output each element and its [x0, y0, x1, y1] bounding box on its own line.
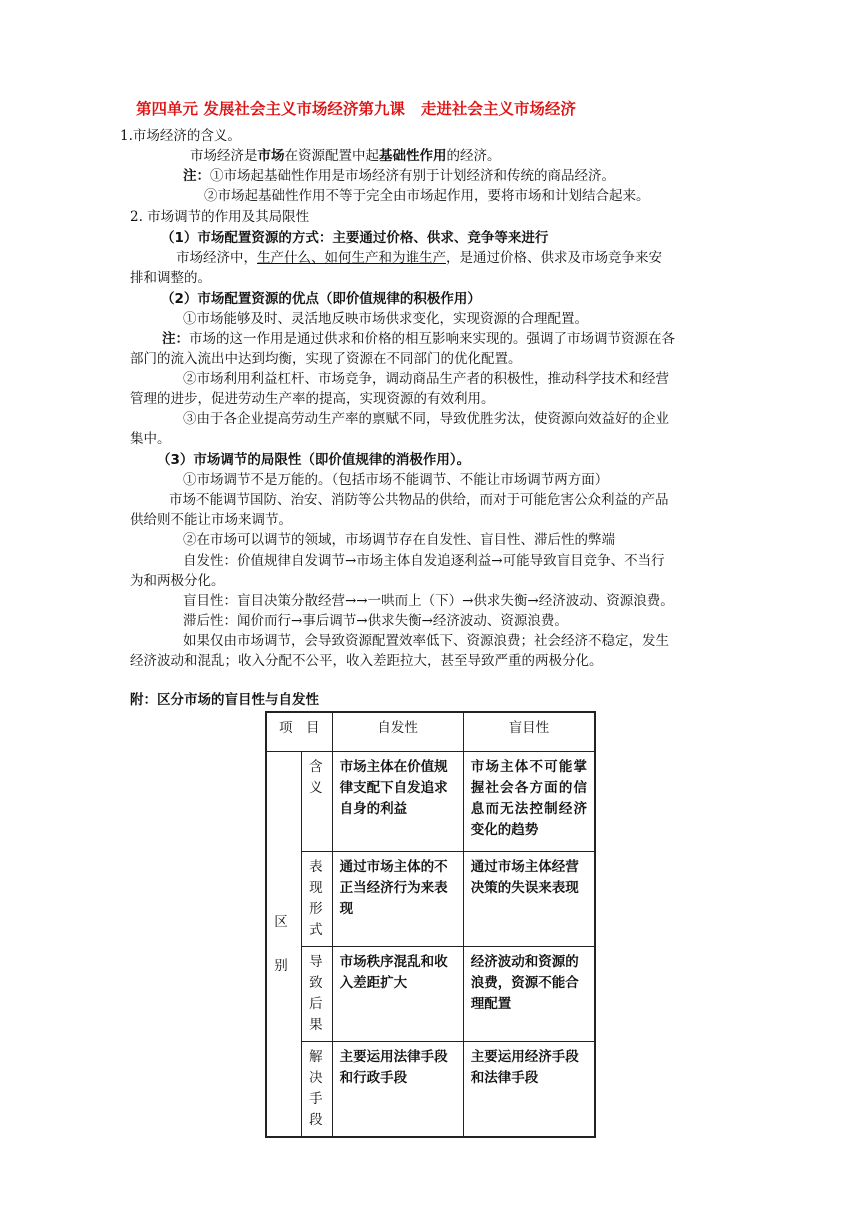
table-row — [266, 752, 595, 852]
page-title — [136, 97, 576, 119]
title-part2: 走进社会主义市场经济 — [420, 100, 576, 118]
appendix-heading: 附：区分市场的盲目性与自发性 — [130, 692, 319, 708]
section2-p2-item2-cont: 管理的进步，促进劳动生产率的提高，实现资源的有效利用。 — [130, 391, 495, 407]
cell-spontaneity-meaning: 市场主体在价值规律支配下自发追求自身的利益 — [332, 752, 463, 852]
section2-p2-item3: ③由于各企业提高劳动生产率的禀赋不同，导致优胜劣汰，使资源向效益好的企业 — [183, 411, 669, 427]
comparison-table — [265, 711, 596, 1138]
section2-p2-note-cont: 部门的流入流出中达到均衡，实现了资源在不同部门的优化配置。 — [130, 351, 522, 367]
section2-p3-heading: （3）市场调节的局限性（即价值规律的消极作用）。 — [157, 452, 471, 468]
section2-p2-item2: ②市场利用利益杠杆、市场竞争，调动商品生产者的积极性，推动科学技术和经营 — [183, 371, 669, 387]
section1-definition: 市场经济是市场在资源配置中起基础性作用的经济。 — [190, 148, 501, 164]
section2-p1-text: 市场经济中，生产什么、如何生产和为谁生产，是通过价格、供求及市场竞争来安 — [176, 250, 662, 266]
section2-p1-text-cont: 排和调整的。 — [130, 270, 211, 286]
row-label-meaning: 含义 — [301, 752, 332, 852]
cell-blindness-solution: 主要运用经济手段和法律手段 — [463, 1042, 595, 1138]
section2-summary-cont: 经济波动和混乱；收入分配不公平，收入差距拉大，甚至导致严重的两极分化。 — [130, 653, 603, 669]
section2-p3-item1-text-cont: 供给则不能让市场来调节。 — [130, 512, 292, 528]
row-label-form: 表现形式 — [301, 852, 332, 947]
cell-blindness-form: 通过市场主体经营决策的失误来表现 — [463, 852, 595, 947]
table-row — [266, 852, 595, 947]
header-spontaneity: 自发性 — [332, 712, 463, 752]
section2-spontaneity: 自发性：价值规律自发调节→市场主体自发追逐利益→可能导致盲目竞争、不当行 — [183, 553, 665, 569]
section2-p3-item1: ①市场调节不是万能的。（包括市场不能调节、不能让市场调节两方面） — [183, 472, 609, 488]
category-label: 区别 — [274, 914, 288, 974]
cell-spontaneity-consequence: 市场秩序混乱和收入差距扩大 — [332, 947, 463, 1042]
section2-p2-note: 注：市场的这一作用是通过供求和价格的相互影响来实现的。强调了市场调节资源在各 — [162, 331, 675, 347]
section2-p2-item1: ①市场能够及时、灵活地反映市场供求变化，实现资源的合理配置。 — [183, 311, 588, 327]
section2-spontaneity-cont: 为和两极分化。 — [130, 573, 225, 589]
row-label-solution: 解决手段 — [301, 1042, 332, 1138]
table-row — [266, 1042, 595, 1138]
section1-heading: 1.市场经济的含义。 — [120, 128, 241, 144]
table-header-row — [266, 712, 595, 752]
row-label-consequence: 导致后果 — [301, 947, 332, 1042]
section2-blindness: 盲目性：盲目决策分散经营→→一哄而上（下）→供求失衡→经济波动、资源浪费。 — [183, 593, 674, 609]
section2-summary: 如果仅由市场调节，会导致资源配置效率低下、资源浪费；社会经济不稳定，发生 — [183, 633, 669, 649]
section2-p3-item1-text: 市场不能调节国防、治安、消防等公共物品的供给，而对于可能危害公众利益的产品 — [169, 492, 669, 508]
section2-p1-heading: （1）市场配置资源的方式：主要通过价格、供求、竞争等来进行 — [161, 230, 549, 246]
section1-note2: ②市场起基础性作用不等于完全由市场起作用，要将市场和计划结合起来。 — [204, 188, 650, 204]
table-row — [266, 947, 595, 1042]
header-blindness: 盲目性 — [463, 712, 595, 752]
section2-p2-item3-cont: 集中。 — [130, 431, 171, 447]
title-part1: 第四单元 发展社会主义市场经济第九课 — [136, 100, 405, 118]
header-item: 项 目 — [266, 712, 332, 752]
section2-p2-heading: （2）市场配置资源的优点（即价值规律的积极作用） — [161, 291, 481, 307]
section2-p3-item2: ②在市场可以调节的领域，市场调节存在自发性、盲目性、滞后性的弊端 — [183, 532, 615, 548]
section2-lag: 滞后性：闻价而行→事后调节→供求失衡→经济波动、资源浪费。 — [183, 613, 568, 629]
cell-blindness-consequence: 经济波动和资源的浪费，资源不能合理配置 — [463, 947, 595, 1042]
cell-blindness-meaning: 市场主体不可能掌握社会各方面的信息而无法控制经济变化的趋势 — [463, 752, 595, 852]
section2-heading: 2. 市场调节的作用及其局限性 — [130, 209, 310, 225]
category-cell — [266, 752, 301, 1138]
section1-note1: 注：①市场起基础性作用是市场经济有别于计划经济和传统的商品经济。 — [183, 168, 615, 184]
cell-spontaneity-form: 通过市场主体的不正当经济行为来表现 — [332, 852, 463, 947]
cell-spontaneity-solution: 主要运用法律手段和行政手段 — [332, 1042, 463, 1138]
